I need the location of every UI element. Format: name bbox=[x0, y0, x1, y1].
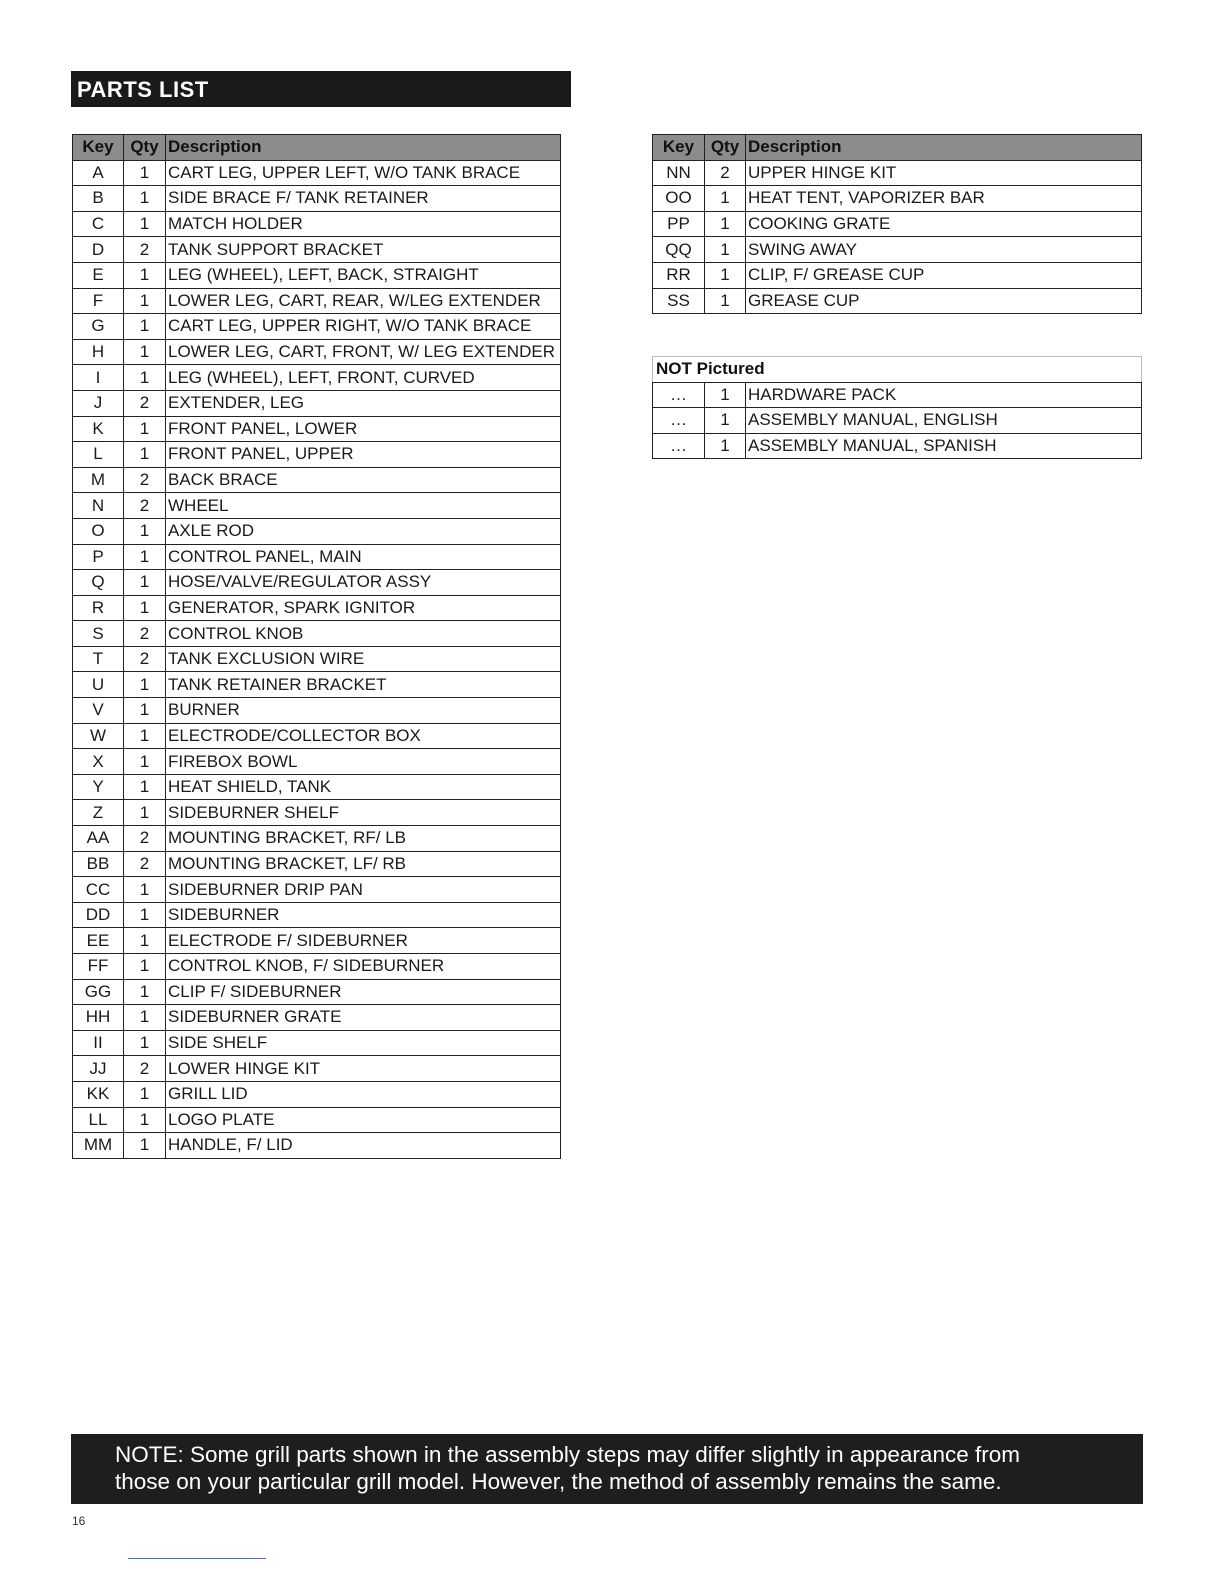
desc-cell: BURNER bbox=[166, 698, 561, 724]
table-row bbox=[73, 774, 561, 800]
table-row bbox=[73, 493, 561, 519]
key-cell: R bbox=[73, 595, 124, 621]
table-row bbox=[73, 570, 561, 596]
qty-cell: 1 bbox=[124, 774, 166, 800]
table-row bbox=[73, 186, 561, 212]
key-cell: Y bbox=[73, 774, 124, 800]
desc-cell: SIDEBURNER SHELF bbox=[166, 800, 561, 826]
desc-cell: COOKING GRATE bbox=[746, 211, 1142, 237]
qty-cell: 2 bbox=[124, 237, 166, 263]
qty-cell: 1 bbox=[124, 902, 166, 928]
key-cell: G bbox=[73, 314, 124, 340]
qty-cell: 1 bbox=[705, 262, 746, 288]
key-cell: II bbox=[73, 1030, 124, 1056]
qty-cell: 1 bbox=[705, 433, 746, 459]
qty-cell: 1 bbox=[124, 595, 166, 621]
key-cell: D bbox=[73, 237, 124, 263]
desc-cell: CONTROL KNOB, F/ SIDEBURNER bbox=[166, 954, 561, 980]
key-cell: OO bbox=[653, 186, 705, 212]
qty-cell: 2 bbox=[124, 826, 166, 852]
qty-cell: 1 bbox=[705, 382, 746, 408]
desc-cell: ASSEMBLY MANUAL, ENGLISH bbox=[746, 408, 1142, 434]
qty-cell: 2 bbox=[124, 493, 166, 519]
desc-cell: WHEEL bbox=[166, 493, 561, 519]
banner-title: PARTS LIST bbox=[77, 77, 209, 102]
qty-cell: 2 bbox=[124, 467, 166, 493]
parts-table-left bbox=[72, 134, 561, 1159]
table-row bbox=[73, 902, 561, 928]
key-cell: S bbox=[73, 621, 124, 647]
desc-cell: MOUNTING BRACKET, LF/ RB bbox=[166, 851, 561, 877]
table-row bbox=[73, 1081, 561, 1107]
qty-cell: 1 bbox=[705, 408, 746, 434]
desc-cell: HEAT SHIELD, TANK bbox=[166, 774, 561, 800]
desc-cell: SIDE BRACE F/ TANK RETAINER bbox=[166, 186, 561, 212]
not-pictured-title: NOT Pictured bbox=[653, 357, 1142, 383]
key-cell: … bbox=[653, 433, 705, 459]
table-row bbox=[73, 800, 561, 826]
desc-cell: BACK BRACE bbox=[166, 467, 561, 493]
key-cell: T bbox=[73, 646, 124, 672]
qty-cell: 1 bbox=[124, 365, 166, 391]
table-row bbox=[73, 518, 561, 544]
qty-cell: 1 bbox=[124, 1081, 166, 1107]
table-row bbox=[73, 544, 561, 570]
table-header-row bbox=[73, 135, 561, 161]
table-row bbox=[653, 237, 1142, 263]
qty-cell: 1 bbox=[124, 314, 166, 340]
key-cell: KK bbox=[73, 1081, 124, 1107]
key-cell: E bbox=[73, 262, 124, 288]
table-row bbox=[73, 672, 561, 698]
desc-cell: EXTENDER, LEG bbox=[166, 390, 561, 416]
key-cell: … bbox=[653, 382, 705, 408]
table-row bbox=[73, 1133, 561, 1159]
qty-cell: 1 bbox=[124, 723, 166, 749]
desc-cell: HEAT TENT, VAPORIZER BAR bbox=[746, 186, 1142, 212]
table-row bbox=[73, 365, 561, 391]
qty-cell: 2 bbox=[124, 646, 166, 672]
not-pictured-header-row bbox=[653, 357, 1142, 383]
desc-cell: AXLE ROD bbox=[166, 518, 561, 544]
desc-cell: GENERATOR, SPARK IGNITOR bbox=[166, 595, 561, 621]
table-row bbox=[73, 237, 561, 263]
desc-cell: HANDLE, F/ LID bbox=[166, 1133, 561, 1159]
table-row bbox=[73, 723, 561, 749]
table-row bbox=[73, 1056, 561, 1082]
qty-cell: 1 bbox=[124, 544, 166, 570]
qty-cell: 1 bbox=[124, 339, 166, 365]
qty-cell: 1 bbox=[124, 877, 166, 903]
desc-cell: TANK SUPPORT BRACKET bbox=[166, 237, 561, 263]
desc-cell: CONTROL PANEL, MAIN bbox=[166, 544, 561, 570]
key-cell: GG bbox=[73, 979, 124, 1005]
key-cell: … bbox=[653, 408, 705, 434]
not-pictured-table bbox=[652, 356, 1142, 459]
table-row bbox=[73, 851, 561, 877]
key-cell: HH bbox=[73, 1005, 124, 1031]
table-row bbox=[73, 954, 561, 980]
qty-cell: 2 bbox=[124, 621, 166, 647]
qty-cell: 2 bbox=[705, 160, 746, 186]
qty-cell: 1 bbox=[124, 160, 166, 186]
key-cell: A bbox=[73, 160, 124, 186]
desc-cell: LOGO PLATE bbox=[166, 1107, 561, 1133]
key-cell: C bbox=[73, 211, 124, 237]
desc-cell: UPPER HINGE KIT bbox=[746, 160, 1142, 186]
qty-cell: 1 bbox=[124, 1133, 166, 1159]
qty-cell: 1 bbox=[124, 518, 166, 544]
desc-cell: CART LEG, UPPER LEFT, W/O TANK BRACE bbox=[166, 160, 561, 186]
desc-cell: SIDEBURNER DRIP PAN bbox=[166, 877, 561, 903]
table-row bbox=[73, 877, 561, 903]
table-row bbox=[73, 1107, 561, 1133]
key-cell: H bbox=[73, 339, 124, 365]
table-row bbox=[73, 442, 561, 468]
key-cell: DD bbox=[73, 902, 124, 928]
key-cell: RR bbox=[653, 262, 705, 288]
table-row bbox=[653, 433, 1142, 459]
header-qty: Qty bbox=[124, 135, 166, 161]
key-cell: Z bbox=[73, 800, 124, 826]
desc-cell: LOWER HINGE KIT bbox=[166, 1056, 561, 1082]
desc-cell: CART LEG, UPPER RIGHT, W/O TANK BRACE bbox=[166, 314, 561, 340]
desc-cell: GRILL LID bbox=[166, 1081, 561, 1107]
key-cell: NN bbox=[653, 160, 705, 186]
table-header-row bbox=[653, 135, 1142, 161]
key-cell: QQ bbox=[653, 237, 705, 263]
footer-divider bbox=[128, 1558, 266, 1559]
table-row bbox=[653, 160, 1142, 186]
table-row bbox=[73, 288, 561, 314]
page-number: 16 bbox=[72, 1514, 86, 1528]
table-row bbox=[73, 262, 561, 288]
note-line-1: NOTE: Some grill parts shown in the assembly steps may differ slightly in appearance from bbox=[115, 1442, 1020, 1467]
qty-cell: 1 bbox=[124, 570, 166, 596]
key-cell: JJ bbox=[73, 1056, 124, 1082]
qty-cell: 1 bbox=[124, 800, 166, 826]
qty-cell: 1 bbox=[124, 1030, 166, 1056]
key-cell: SS bbox=[653, 288, 705, 314]
key-cell: BB bbox=[73, 851, 124, 877]
key-cell: MM bbox=[73, 1133, 124, 1159]
header-description: Description bbox=[746, 135, 1142, 161]
key-cell: FF bbox=[73, 954, 124, 980]
desc-cell: MOUNTING BRACKET, RF/ LB bbox=[166, 826, 561, 852]
desc-cell: ELECTRODE F/ SIDEBURNER bbox=[166, 928, 561, 954]
header-key: Key bbox=[653, 135, 705, 161]
assembly-note bbox=[71, 1434, 1143, 1504]
parts-table-right bbox=[652, 134, 1142, 314]
qty-cell: 1 bbox=[124, 1107, 166, 1133]
desc-cell: SIDEBURNER bbox=[166, 902, 561, 928]
key-cell: PP bbox=[653, 211, 705, 237]
key-cell: EE bbox=[73, 928, 124, 954]
desc-cell: LOWER LEG, CART, FRONT, W/ LEG EXTENDER bbox=[166, 339, 561, 365]
key-cell: F bbox=[73, 288, 124, 314]
table-row bbox=[73, 698, 561, 724]
key-cell: CC bbox=[73, 877, 124, 903]
key-cell: W bbox=[73, 723, 124, 749]
desc-cell: GREASE CUP bbox=[746, 288, 1142, 314]
qty-cell: 2 bbox=[124, 851, 166, 877]
key-cell: O bbox=[73, 518, 124, 544]
desc-cell: SWING AWAY bbox=[746, 237, 1142, 263]
qty-cell: 1 bbox=[124, 979, 166, 1005]
desc-cell: CLIP, F/ GREASE CUP bbox=[746, 262, 1142, 288]
table-row bbox=[73, 1005, 561, 1031]
table-row bbox=[73, 749, 561, 775]
desc-cell: MATCH HOLDER bbox=[166, 211, 561, 237]
table-row bbox=[653, 186, 1142, 212]
table-row bbox=[73, 621, 561, 647]
desc-cell: HARDWARE PACK bbox=[746, 382, 1142, 408]
key-cell: K bbox=[73, 416, 124, 442]
qty-cell: 1 bbox=[124, 1005, 166, 1031]
desc-cell: FRONT PANEL, UPPER bbox=[166, 442, 561, 468]
qty-cell: 1 bbox=[124, 262, 166, 288]
desc-cell: CLIP F/ SIDEBURNER bbox=[166, 979, 561, 1005]
desc-cell: CONTROL KNOB bbox=[166, 621, 561, 647]
desc-cell: LEG (WHEEL), LEFT, BACK, STRAIGHT bbox=[166, 262, 561, 288]
qty-cell: 1 bbox=[705, 237, 746, 263]
table-row bbox=[73, 1030, 561, 1056]
table-row bbox=[73, 979, 561, 1005]
key-cell: I bbox=[73, 365, 124, 391]
key-cell: X bbox=[73, 749, 124, 775]
desc-cell: ELECTRODE/COLLECTOR BOX bbox=[166, 723, 561, 749]
table-row bbox=[653, 382, 1142, 408]
qty-cell: 1 bbox=[124, 928, 166, 954]
qty-cell: 1 bbox=[124, 442, 166, 468]
desc-cell: TANK EXCLUSION WIRE bbox=[166, 646, 561, 672]
key-cell: P bbox=[73, 544, 124, 570]
qty-cell: 1 bbox=[124, 954, 166, 980]
table-row bbox=[73, 826, 561, 852]
parts-list-banner bbox=[71, 71, 571, 107]
key-cell: V bbox=[73, 698, 124, 724]
key-cell: U bbox=[73, 672, 124, 698]
qty-cell: 1 bbox=[124, 211, 166, 237]
table-row bbox=[73, 314, 561, 340]
table-row bbox=[73, 160, 561, 186]
qty-cell: 1 bbox=[124, 416, 166, 442]
table-row bbox=[653, 288, 1142, 314]
table-row bbox=[653, 262, 1142, 288]
key-cell: N bbox=[73, 493, 124, 519]
table-row bbox=[73, 595, 561, 621]
table-row bbox=[73, 928, 561, 954]
qty-cell: 1 bbox=[705, 288, 746, 314]
table-row bbox=[73, 416, 561, 442]
table-row bbox=[653, 211, 1142, 237]
header-qty: Qty bbox=[705, 135, 746, 161]
table-row bbox=[653, 408, 1142, 434]
header-key: Key bbox=[73, 135, 124, 161]
qty-cell: 2 bbox=[124, 390, 166, 416]
desc-cell: LEG (WHEEL), LEFT, FRONT, CURVED bbox=[166, 365, 561, 391]
qty-cell: 1 bbox=[124, 288, 166, 314]
desc-cell: LOWER LEG, CART, REAR, W/LEG EXTENDER bbox=[166, 288, 561, 314]
qty-cell: 2 bbox=[124, 1056, 166, 1082]
note-line-2: those on your particular grill model. However, the method of assembly remains the same. bbox=[115, 1469, 1002, 1494]
key-cell: J bbox=[73, 390, 124, 416]
header-description: Description bbox=[166, 135, 561, 161]
key-cell: Q bbox=[73, 570, 124, 596]
table-row bbox=[73, 339, 561, 365]
table-row bbox=[73, 646, 561, 672]
desc-cell: FRONT PANEL, LOWER bbox=[166, 416, 561, 442]
key-cell: AA bbox=[73, 826, 124, 852]
key-cell: L bbox=[73, 442, 124, 468]
desc-cell: HOSE/VALVE/REGULATOR ASSY bbox=[166, 570, 561, 596]
desc-cell: FIREBOX BOWL bbox=[166, 749, 561, 775]
qty-cell: 1 bbox=[124, 698, 166, 724]
table-row bbox=[73, 390, 561, 416]
key-cell: M bbox=[73, 467, 124, 493]
desc-cell: SIDE SHELF bbox=[166, 1030, 561, 1056]
table-row bbox=[73, 211, 561, 237]
table-row bbox=[73, 467, 561, 493]
qty-cell: 1 bbox=[705, 186, 746, 212]
key-cell: LL bbox=[73, 1107, 124, 1133]
desc-cell: ASSEMBLY MANUAL, SPANISH bbox=[746, 433, 1142, 459]
desc-cell: SIDEBURNER GRATE bbox=[166, 1005, 561, 1031]
qty-cell: 1 bbox=[124, 186, 166, 212]
qty-cell: 1 bbox=[705, 211, 746, 237]
qty-cell: 1 bbox=[124, 672, 166, 698]
desc-cell: TANK RETAINER BRACKET bbox=[166, 672, 561, 698]
qty-cell: 1 bbox=[124, 749, 166, 775]
key-cell: B bbox=[73, 186, 124, 212]
